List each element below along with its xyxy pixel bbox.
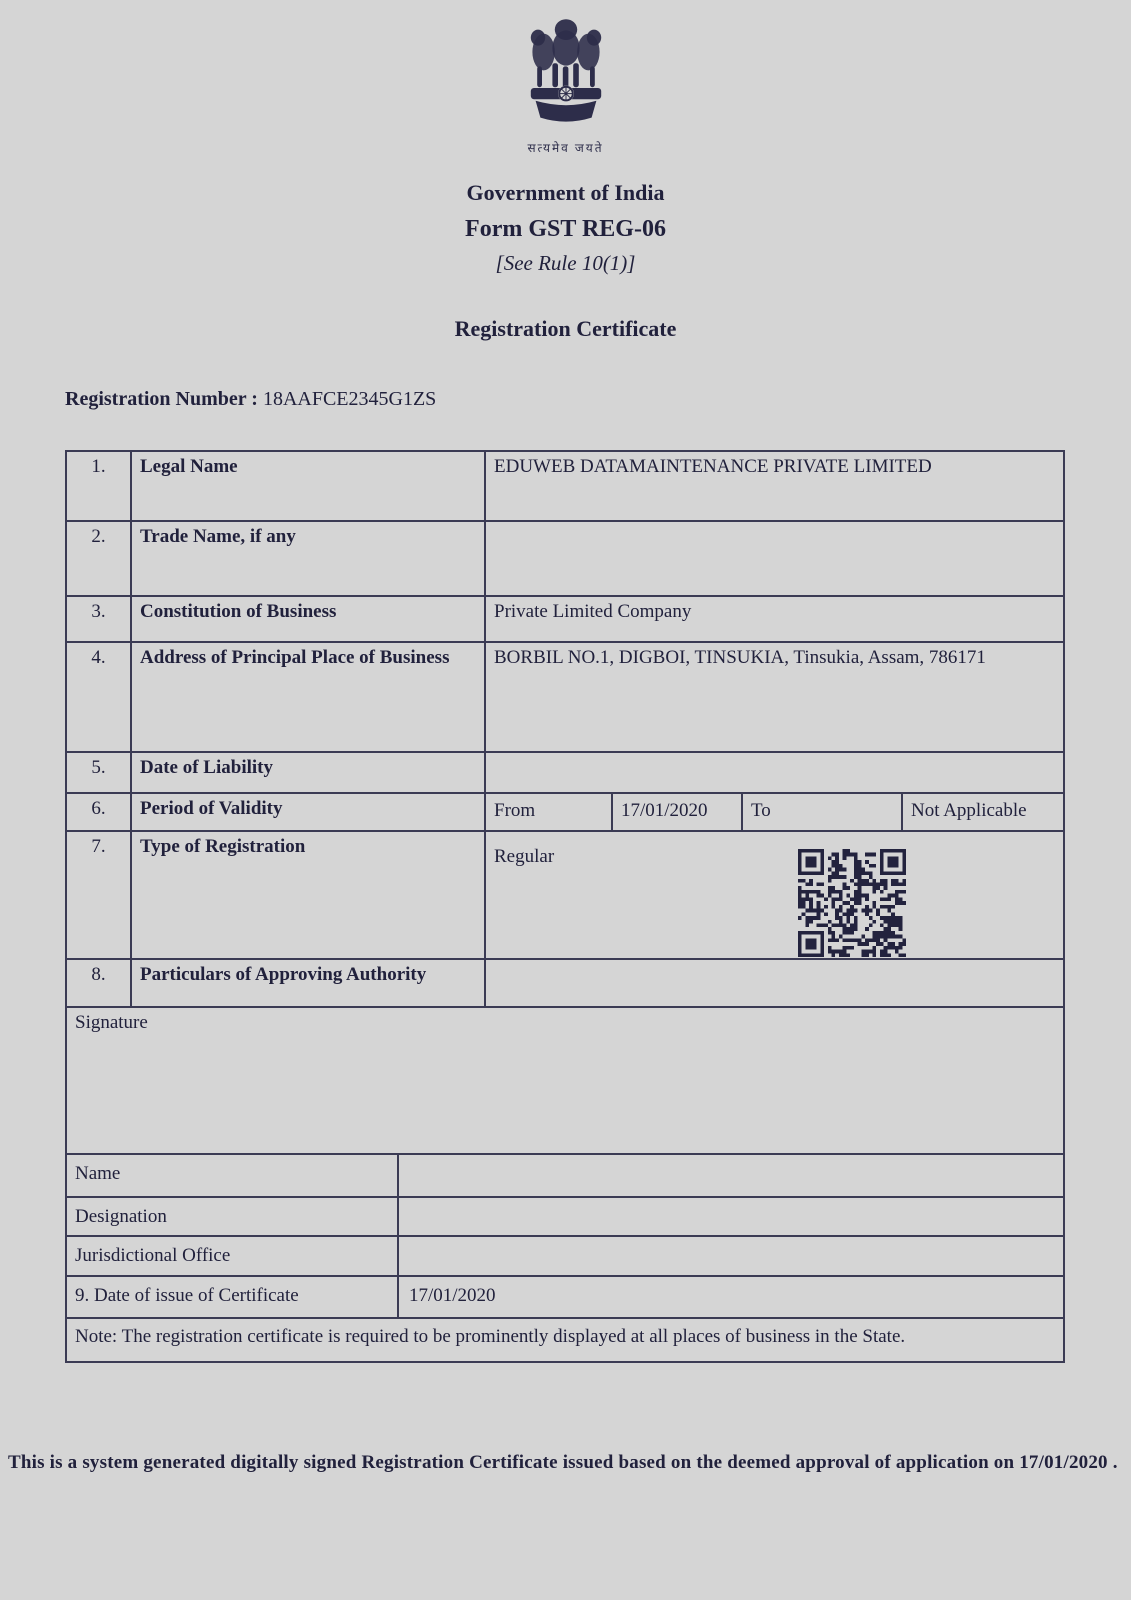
- row-value: [399, 1155, 1063, 1196]
- row-number: 2.: [67, 522, 132, 595]
- emblem-block: [0, 12, 1131, 156]
- validity-from-value: 17/01/2020: [613, 794, 743, 830]
- row-legal-name: [67, 452, 1063, 520]
- row-number: 8.: [67, 960, 132, 1006]
- row-label: Date of Liability: [132, 753, 486, 792]
- row-label: Trade Name, if any: [132, 522, 486, 595]
- registration-number-label: Registration Number :: [65, 388, 258, 410]
- row-designation: [67, 1196, 1063, 1235]
- row-note: [67, 1317, 1063, 1361]
- row-date-of-issue: [67, 1275, 1063, 1317]
- row-value: 17/01/2020: [409, 1285, 496, 1306]
- row-value: [486, 960, 1063, 1006]
- emblem-motto: सत्यमेव जयते: [527, 141, 604, 155]
- row-principal-address: [67, 641, 1063, 751]
- row-value: EDUWEB DATAMAINTENANCE PRIVATE LIMITED: [494, 456, 932, 477]
- form-title: Form GST REG-06: [465, 216, 666, 242]
- row-trade-name: [67, 520, 1063, 595]
- row-number: 3.: [67, 597, 132, 641]
- qr-code: [796, 849, 908, 957]
- row-value: [399, 1198, 1063, 1235]
- row-label: Address of Principal Place of Business: [132, 643, 486, 751]
- row-date-of-liability: [67, 751, 1063, 792]
- row-label: Jurisdictional Office: [67, 1237, 399, 1275]
- row-approving-authority: [67, 958, 1063, 1006]
- row-name: [67, 1153, 1063, 1196]
- row-number: 4.: [67, 643, 132, 751]
- system-generated-footer: This is a system generated digitally signed Registration Certificate issued based on the deemed approval of application on 17/01/2020 .: [8, 1452, 1118, 1473]
- row-value-container: [486, 832, 1063, 958]
- row-label: Type of Registration: [132, 832, 486, 958]
- document-headings: [0, 180, 1131, 276]
- registration-type-value: Regular: [494, 846, 555, 867]
- rule-reference: [See Rule 10(1)]: [495, 251, 636, 275]
- row-label: Legal Name: [132, 452, 486, 520]
- row-value: [399, 1237, 1063, 1275]
- validity-to-label: To: [743, 794, 903, 830]
- note-text: Note: The registration certificate is required to be prominently displayed at all places of business in the State.: [75, 1326, 906, 1347]
- row-value: BORBIL NO.1, DIGBOI, TINSUKIA, Tinsukia, Assam, 786171: [494, 647, 986, 668]
- government-title: Government of India: [466, 180, 665, 205]
- certificate-title: Registration Certificate: [454, 316, 677, 341]
- signature-label: Signature: [75, 1012, 148, 1033]
- row-number: 6.: [67, 794, 132, 830]
- row-type-of-registration: [67, 830, 1063, 958]
- row-value: Private Limited Company: [494, 601, 692, 622]
- registration-number-value: 18AAFCE2345G1ZS: [262, 388, 437, 410]
- row-label: Designation: [67, 1198, 399, 1235]
- row-value: [486, 753, 1063, 792]
- row-constitution: [67, 595, 1063, 641]
- row-number: 5.: [67, 753, 132, 792]
- row-jurisdictional-office: [67, 1235, 1063, 1275]
- row-number: 1.: [67, 452, 132, 520]
- row-label: 9. Date of issue of Certificate: [67, 1277, 399, 1317]
- validity-from-label: From: [486, 794, 613, 830]
- row-label: Particulars of Approving Authority: [132, 960, 486, 1006]
- row-value: [486, 522, 1063, 595]
- india-emblem-icon: [518, 12, 614, 132]
- row-period-of-validity: [67, 792, 1063, 830]
- row-label: Name: [67, 1155, 399, 1196]
- row-signature: [67, 1006, 1063, 1153]
- registration-number-line: [65, 388, 436, 411]
- row-number: 7.: [67, 832, 132, 958]
- row-label: Period of Validity: [132, 794, 486, 830]
- certificate-table: [65, 450, 1065, 1363]
- validity-to-value: Not Applicable: [911, 800, 1027, 821]
- row-label: Constitution of Business: [132, 597, 486, 641]
